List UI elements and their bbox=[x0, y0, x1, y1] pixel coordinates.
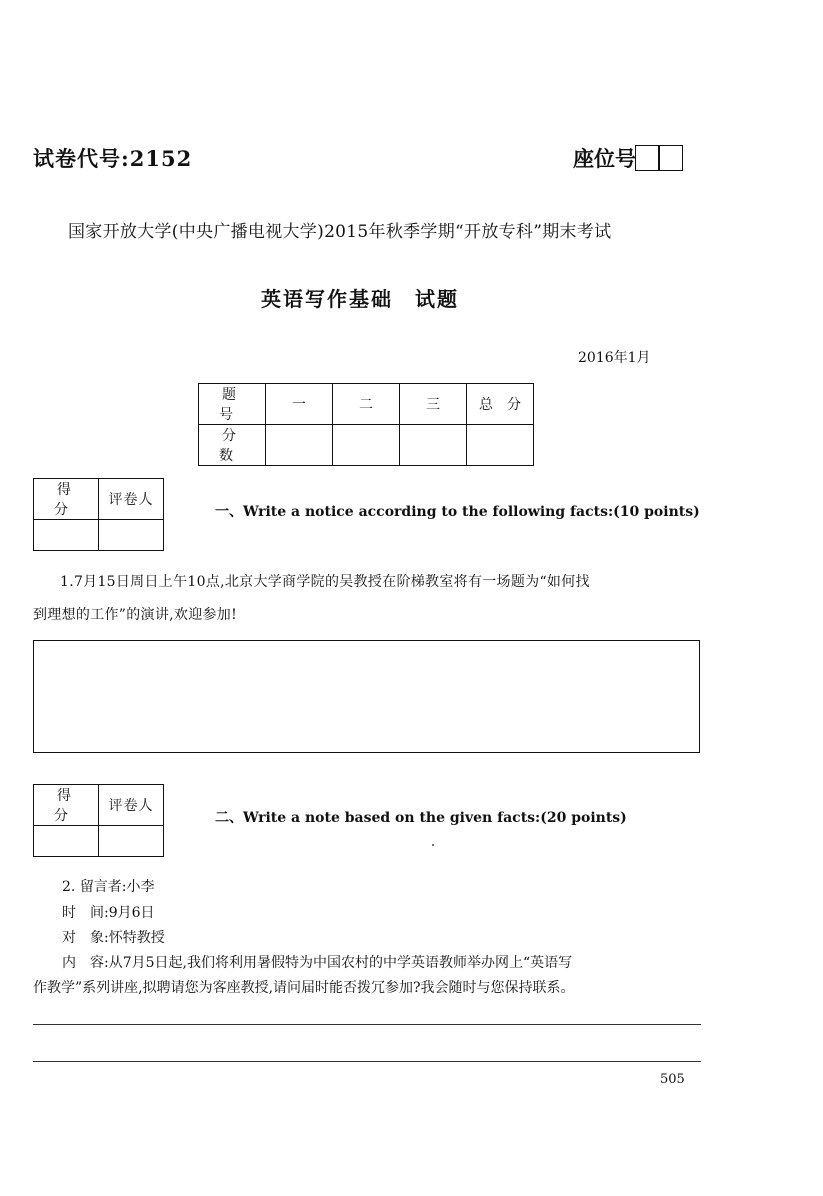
grader-box bbox=[33, 478, 164, 551]
score-table-column: 二 bbox=[333, 384, 400, 425]
score-table-score-row bbox=[199, 425, 534, 466]
section-2-title: 二、Write a note based on the given facts:(20 points) bbox=[215, 810, 627, 826]
score-cell[interactable] bbox=[467, 425, 534, 466]
question-2-time bbox=[62, 902, 155, 922]
from-label: 留言者: bbox=[79, 879, 127, 895]
score-table-row-label: 分 数 bbox=[199, 425, 266, 466]
grader-score-cell[interactable] bbox=[34, 520, 99, 551]
question-2-from bbox=[62, 876, 155, 896]
answer-box[interactable] bbox=[33, 640, 700, 753]
seat-box-2[interactable] bbox=[658, 145, 683, 171]
time-label: 时 间: bbox=[62, 905, 109, 921]
question-2-recipient bbox=[62, 927, 165, 947]
grader-score-label: 得 分 bbox=[34, 785, 99, 826]
seat-label: 座位号 bbox=[573, 146, 636, 171]
time-value: 9月6日 bbox=[108, 905, 155, 921]
page-number: 505 bbox=[660, 1072, 685, 1087]
question-2-content bbox=[62, 952, 572, 972]
content-text: 从7月5日起,我们将利用暑假特为中国农村的中学英语教师举办网上“英语写 bbox=[108, 955, 573, 971]
paper-code: 试卷代号:2152 bbox=[33, 146, 193, 171]
seat-number bbox=[573, 143, 683, 173]
answer-line[interactable] bbox=[33, 1024, 701, 1025]
grader-name-cell[interactable] bbox=[99, 826, 164, 857]
stray-dot bbox=[432, 844, 434, 846]
score-table-column: 总 分 bbox=[467, 384, 534, 425]
section-1-title: 一、Write a notice according to the following facts:(10 points) bbox=[215, 504, 700, 520]
score-cell[interactable] bbox=[400, 425, 467, 466]
question-1-text-cont: 到理想的工作”的演讲,欢迎参加! bbox=[33, 607, 238, 623]
exam-title: 国家开放大学(中央广播电视大学)2015年秋季学期“开放专科”期末考试 bbox=[68, 222, 612, 242]
answer-line[interactable] bbox=[33, 1061, 701, 1062]
score-cell[interactable] bbox=[266, 425, 333, 466]
exam-date: 2016年1月 bbox=[578, 350, 651, 366]
question-1-text: 1.7月15日周日上午10点,北京大学商学院的吴教授在阶梯教室将有一场题为“如何找 bbox=[60, 574, 590, 590]
score-table-column: 一 bbox=[266, 384, 333, 425]
to-value: 怀特教授 bbox=[108, 930, 165, 946]
score-table-row-label: 题 号 bbox=[199, 384, 266, 425]
grader-name-label: 评卷人 bbox=[99, 785, 164, 826]
to-label: 对 象: bbox=[62, 930, 109, 946]
content-label: 内 容: bbox=[62, 955, 109, 971]
grader-name-cell[interactable] bbox=[99, 520, 164, 551]
score-table-column: 三 bbox=[400, 384, 467, 425]
question-2-content-cont: 作教学”系列讲座,拟聘请您为客座教授,请问届时能否拨冗参加?我会随时与您保持联系。 bbox=[33, 980, 575, 996]
question-2-number: 2. bbox=[62, 879, 76, 895]
from-value: 小李 bbox=[126, 879, 155, 895]
grader-name-label: 评卷人 bbox=[99, 479, 164, 520]
seat-box-1[interactable] bbox=[635, 145, 660, 171]
grader-box bbox=[33, 784, 164, 857]
grader-score-label: 得 分 bbox=[34, 479, 99, 520]
score-table-header-row bbox=[199, 384, 534, 425]
subject-title: 英语写作基础 试题 bbox=[261, 287, 459, 311]
grader-score-cell[interactable] bbox=[34, 826, 99, 857]
score-cell[interactable] bbox=[333, 425, 400, 466]
score-table bbox=[198, 383, 534, 466]
